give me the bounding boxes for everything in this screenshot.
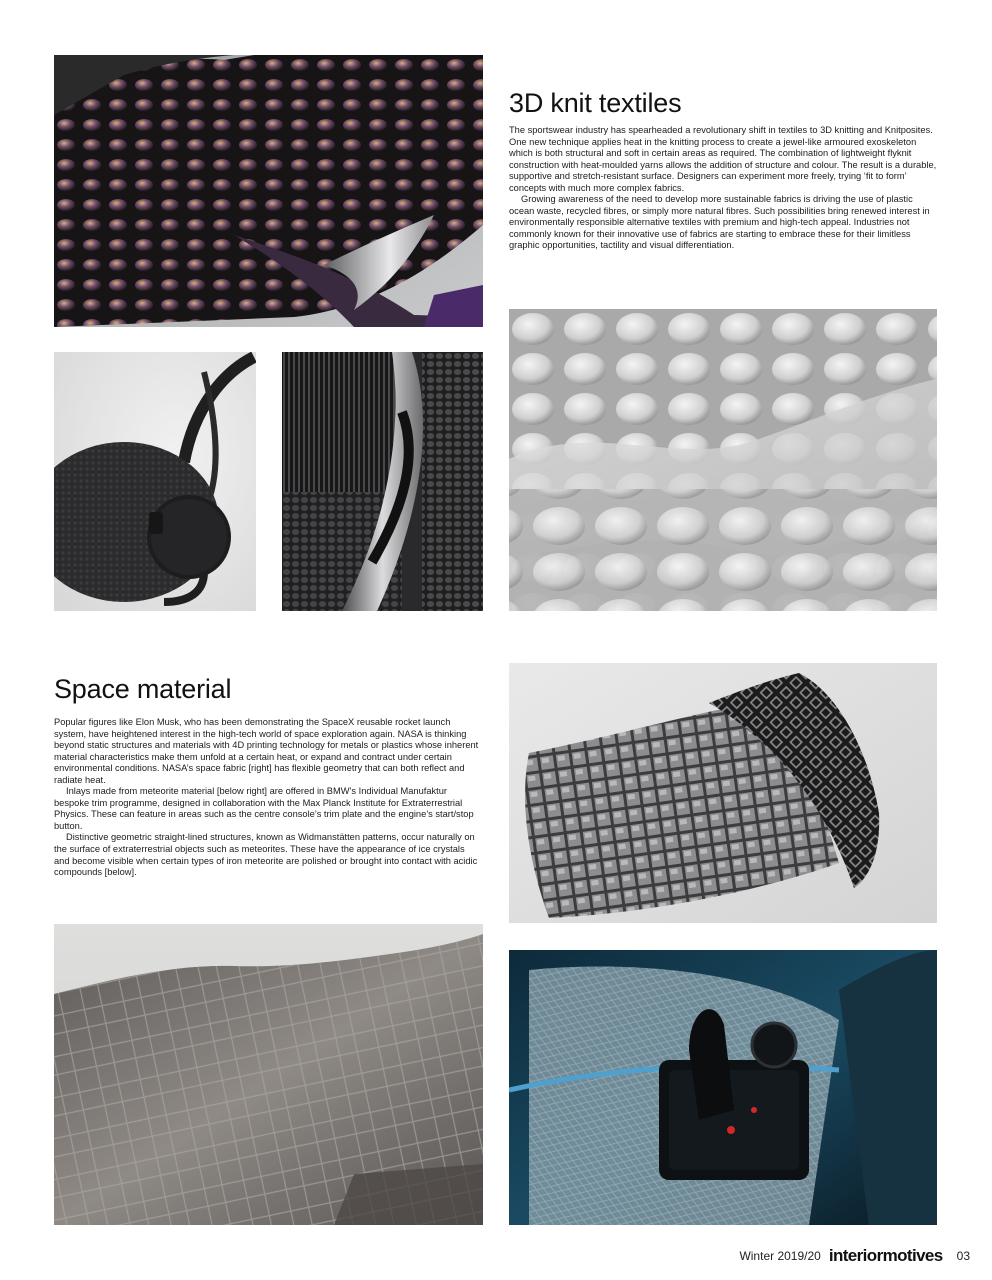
magazine-logo: interiormotives: [828, 1246, 943, 1265]
photo-meteorite-slab: [54, 924, 483, 1225]
photo-textured-leather: [282, 352, 483, 611]
photo-3d-knit-fabric: [509, 309, 937, 611]
space-paragraph-1: Popular figures like Elon Musk, who has been demonstrating the SpaceX reusable rocket launch system, have heightened interest in the high-tech world of space exploration again. NASA is thinking beyond static structures and materials with 4D printing technology for metals or plastics whose inherent material characteristics make them unfold at a certain heat, or expand and contract under certain environmental conditions. NASA’s space fabric [right] has flexible geometry that can both reflect and radiate heat.: [54, 717, 479, 785]
section-heading-knit: 3D knit textiles: [509, 88, 682, 118]
space-body-text: [54, 717, 482, 879]
photo-nasa-space-fabric: [509, 663, 937, 923]
knit-body-text: [509, 125, 937, 252]
knit-paragraph-1: The sportswear industry has spearheaded a revolutionary shift in textiles to 3D knitting and Knitposites. One new technique applies heat in the knitting process to create a jewel-like armoured exoskeleton which is both structural and soft in certain areas as required. The combination of lightweight flyknit construction with heat-moulded yarns allows the addition of structure and colour. The result is a durable, supportive and stretch-resistant surface. Designers can experiment more freely, trying ‘fit to form’ concepts with much more complex fabrics.: [509, 125, 937, 193]
issue-label: Winter 2019/20: [739, 1249, 821, 1263]
knit-paragraph-2: Growing awareness of the need to develop more sustainable fabrics is driving the use of plastic ocean waste, recycled fibres, or simply more natural fibres. Such possibilities bring renewed interest in environmentally responsible alternative textiles with premium and high-tech appeal. Industries not commonly known for their innovative use of fabrics are starting to embrace these for their limitless graphic opportunities, tactility and visual differentiation.: [509, 194, 930, 251]
page-footer: [0, 1242, 970, 1270]
section-heading-space: Space material: [54, 674, 232, 704]
space-paragraph-2: Inlays made from meteorite material [below right] are offered in BMW’s Individual Manufaktur bespoke trim programme, designed in collaboration with the Max Planck Institute for Extraterrestrial Physics. These can feature in areas such as the centre console’s trim plate and the engine’s start/stop button.: [54, 786, 474, 831]
page-number: 03: [956, 1249, 970, 1263]
photo-knit-sneaker: [54, 55, 483, 327]
space-paragraph-3: Distinctive geometric straight-lined structures, known as Widmanstätten patterns, occur naturally on the surface of extraterrestrial objects such as meteorites. These have the appearance of ice crystals and become visible when certain types of iron meteorite are polished or brought into contact with acidic compounds [below].: [54, 832, 478, 878]
photo-knit-headphones: [54, 352, 256, 611]
photo-car-console: [509, 950, 937, 1225]
